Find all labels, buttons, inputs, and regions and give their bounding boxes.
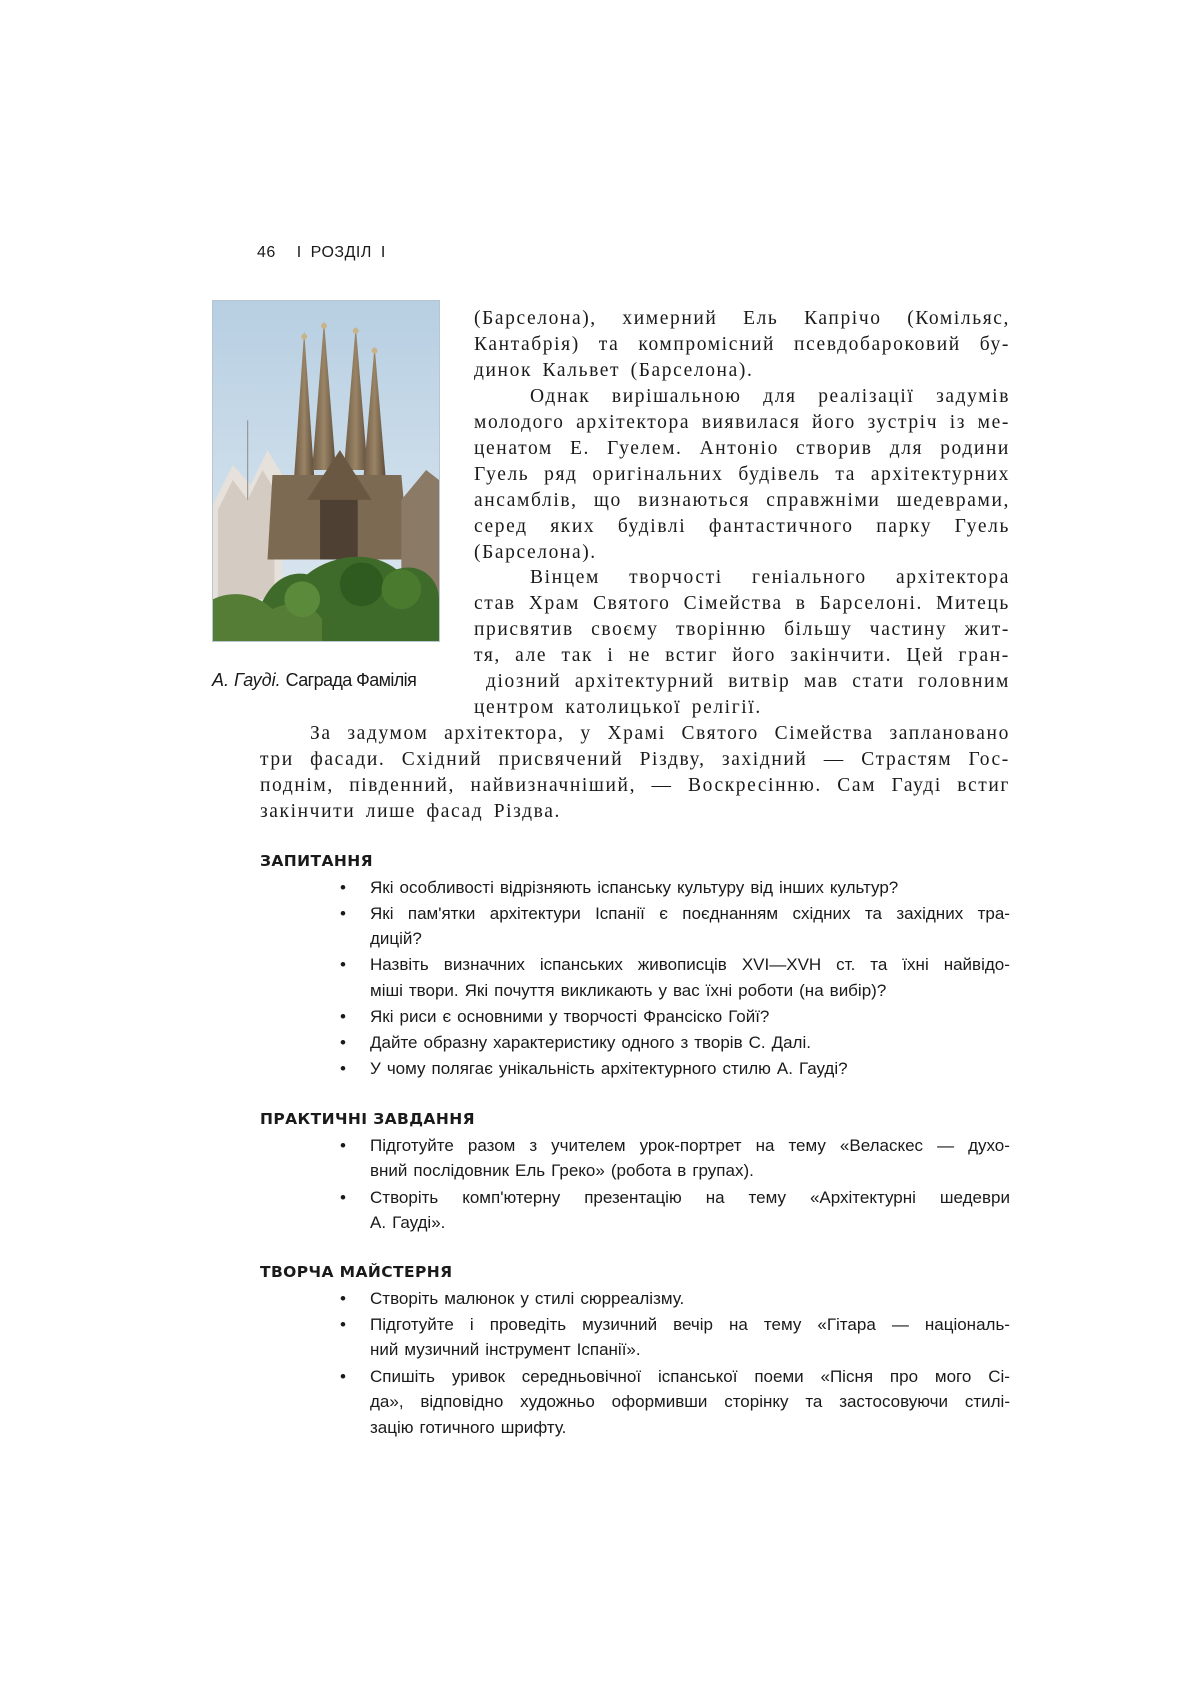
bullet: • [340,1367,346,1386]
text-line: серед яких будівлі фантастичного парку Гуель [474,516,1010,537]
caption-title: Саграда Фамілія [285,670,417,690]
text-line: поднім, південний, найвизначніший, — Воскресінню. Сам Гауді встиг [260,775,1010,796]
bullet: • [340,1136,346,1155]
list-item: Створіть малюнок у стилі сюрреалізму. [370,1289,685,1308]
list-item-continuation: міші твори. Які почуття викликають у вас їхні роботи (на вибір)? [370,981,887,1000]
bullet: • [340,1289,346,1308]
bullet: • [340,1007,346,1026]
text-line: Вінцем творчості геніального архітектора [530,567,1010,588]
bullet: • [340,1315,346,1334]
list-item: Дайте образну характеристику одного з творів С. Далі. [370,1033,811,1052]
list-item: Які риси є основними у творчості Франсіско Гойї? [370,1007,770,1026]
questions-title: ЗАПИТАННЯ [260,852,374,870]
section-name: РОЗДІЛ [310,244,372,261]
list-item: Підготуйте і проведіть музичний вечір на тему «Гітара — національ- [370,1315,1010,1334]
list-item-continuation: дицій? [370,929,422,948]
running-head [257,244,390,262]
text-line: динок Кальвет (Барселона). [474,360,754,381]
list-item: Які пам'ятки архітектури Іспанії є поєднанням східних та західних тра- [370,904,1010,923]
bullet: • [340,955,346,974]
text-line: (Барселона). [474,542,597,563]
list-item-continuation: А. Гауді». [370,1213,446,1232]
list-item: Створіть комп'ютерну презентацію на тему «Архітектурні шедеври [370,1188,1010,1207]
caption-author: А. Гауді. [212,670,281,690]
list-item: Спишіть уривок середньовічної іспанської поеми «Пісня про мого Сі- [370,1367,1010,1386]
list-item-continuation: вний послідовник Ель Греко» (робота в групах). [370,1161,754,1180]
text-line: За задумом архітектора, у Храмі Святого Сімейства заплановано [310,723,1010,744]
text-line: діозний архітектурний витвір мав стати головним [486,671,1010,692]
text-line: молодого архітектора виявилася його зустріч із ме- [474,412,1010,433]
text-line: ценатом Е. Гуелем. Антоніо створив для родини [474,438,1010,459]
list-item: Підготуйте разом з учителем урок-портрет на тему «Веласкес — духо- [370,1136,1010,1155]
list-item-continuation: ний музичний інструмент Іспанії». [370,1340,641,1359]
text-line: три фасади. Східний присвячений Різдву, західний — Страстям Гос- [260,749,1010,770]
text-line: закінчити лише фасад Різдва. [260,801,561,822]
text-line: присвятив своєму творінню більшу частину жит- [474,619,1010,640]
sagrada-familia-photo [212,300,440,642]
list-item: Назвіть визначних іспанських живописців XVI—XVH ст. та їхні найвідо- [370,955,1010,974]
page-number: 46 [257,244,276,261]
figure-caption [212,670,462,691]
creative-title: ТВОРЧА МАЙСТЕРНЯ [260,1263,453,1281]
text-line: (Барселона), химерний Ель Капрічо (Комільяс, [474,308,1010,329]
list-item-continuation: зацію готичного шрифту. [370,1418,567,1437]
practical-title: ПРАКТИЧНІ ЗАВДАННЯ [260,1110,475,1128]
bullet: • [340,1188,346,1207]
header-separator-left: І [296,244,302,261]
text-line: тя, але так і не встиг його закінчити. Цей гран- [474,645,1010,666]
list-item: Які особливості відрізняють іспанську культуру від інших культур? [370,878,899,897]
text-line: ансамблів, що визнаються справжніми шедеврами, [474,490,1010,511]
bullet: • [340,878,346,897]
bullet: • [340,1033,346,1052]
text-line: центром католицької релігії. [474,697,762,718]
text-line: Кантабрія) та компромісний псевдобароковий бу- [474,334,1010,355]
bullet: • [340,1059,346,1078]
list-item-continuation: да», відповідно художньо оформивши сторінку та застосовуючи стилі- [370,1392,1010,1411]
text-line: став Храм Святого Сімейства в Барселоні. Митець [474,593,1010,614]
list-item: У чому полягає унікальність архітектурного стилю А. Гауді? [370,1059,848,1078]
bullet: • [340,904,346,923]
header-separator-right: І [380,244,386,261]
text-line: Однак вирішальною для реалізації задумів [530,386,1010,407]
text-line: Гуель ряд оригінальних будівель та архітектурних [474,464,1010,485]
